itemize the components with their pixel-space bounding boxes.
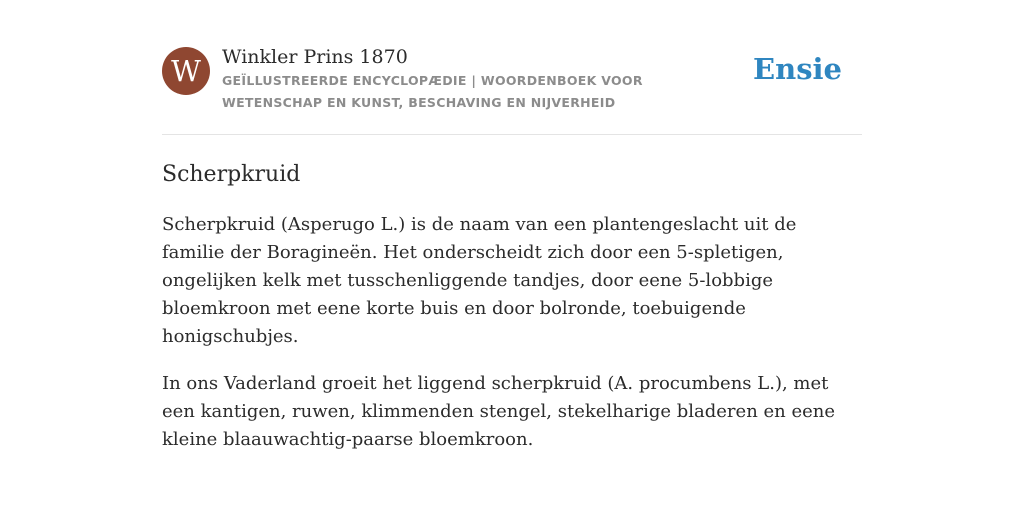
page-container (162, 44, 862, 450)
source-info (222, 44, 742, 114)
source-header (162, 44, 862, 135)
source-avatar[interactable]: W (162, 47, 210, 95)
source-title[interactable]: Winkler Prins 1870 (222, 46, 408, 68)
source-subtitle: GEÏLLUSTREERDE ENCYCLOPÆDIE | WOORDENBOEK VOOR WETENSCHAP EN KUNST, BESCHAVING EN NIJVERHEID (222, 73, 643, 110)
entry-body (162, 211, 862, 473)
entry-paragraph: In ons Vaderland groeit het liggend scherpkruid (A. procumbens L.), met een kantigen, ruwen, klimmenden stengel, stekelharige bladeren en eene kleine blaauwachtig-paarse bloemkroon. (162, 373, 836, 450)
ensie-logo-link[interactable]: Ensie (753, 52, 842, 86)
entry-paragraph: Scherpkruid (Asperugo L.) is de naam van een plantengeslacht uit de familie der Boragineën. Het onderscheidt zich door een 5-spletigen, ongelijken kelk met tusschenliggende tandjes, door eene 5-lobbige bloemkroon met eene korte buis en door bolronde, toebuigende honigschubjes. (162, 214, 797, 347)
entry-title: Scherpkruid (162, 162, 301, 187)
